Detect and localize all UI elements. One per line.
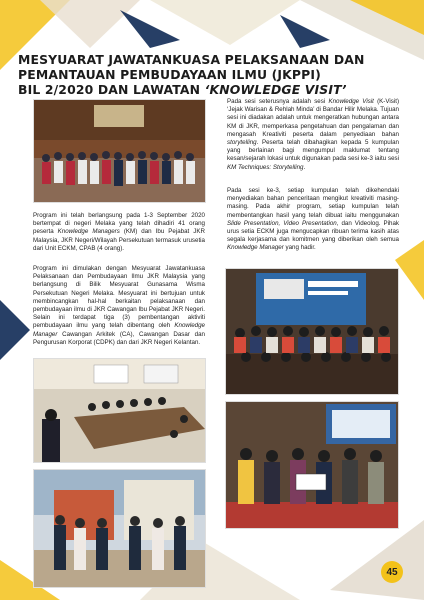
group-photo [33, 99, 206, 203]
text-line: Pada sesi seterusnya adalah sesi [227, 98, 329, 105]
text-line: Program ini dimulakan dengan Mesyuarat Jawatankuasa [33, 265, 205, 272]
title-line-1: MESYUARAT JAWATANKUASA PELAKSANAAN DAN [18, 52, 365, 67]
text-line: Malaysia, JKR Negeri/Wilayah Persekutuan termasuk [33, 236, 181, 244]
title-line-3-italic: ‘KNOWLEDGE VISIT’ [204, 82, 347, 97]
text-line: hubungan antara KM di JKR, memperkasa pengetahuan [227, 114, 399, 130]
text-line: Negeri. Selain ini terdapat tiga (3) pembentangan aktiviti [33, 306, 205, 322]
text-line: Pada sesi ke-3, setiap kumpulan telah dikehendaki [227, 187, 399, 194]
left-paragraph-1 [33, 212, 205, 253]
text-italic: Manager [33, 330, 58, 338]
text-line: urusetia dari Unit ECKM, CPAB (4 orang). [33, 236, 205, 252]
text-line: Cawangan Arkitek (CA), Cawangan Dasar dan [57, 330, 205, 338]
text-italic: Slide Presentation, Video Presentation [227, 219, 337, 227]
outdoor-visit-photo [33, 469, 206, 588]
text-italic: Knowledge Manager [227, 244, 284, 252]
text-line: masing-masing. Pada akhir program, setiap kumpulan [227, 195, 399, 211]
text-line: . [303, 163, 306, 171]
text-line: yang [283, 244, 299, 252]
text-line: (KM) dan Ibu Pejabat JKR [119, 228, 205, 236]
title-line-2: PEMANTAUAN PEMBUDAYAAN ILMU (JKPPI) [18, 67, 321, 82]
text-italic: Knowledge [174, 322, 205, 330]
text-line: Tujuan sesi ini diadakan adalah untuk mengeratkan [227, 106, 399, 122]
text-italic: storytelling [227, 139, 257, 147]
text-line: peserta [33, 228, 58, 236]
meeting-room-photo [33, 358, 206, 463]
title-line-3-prefix: BIL 2/2020 DAN LAWATAN [18, 82, 205, 97]
text-line: yang diberikan oleh semua [321, 236, 399, 244]
text-line: dan pengalaman dan mengasah Kreativiti peserta dalam [227, 122, 399, 138]
text-line: Program ini telah berlangsung pada 1-3 September 2020 [33, 212, 205, 219]
right-paragraph-2 [227, 187, 399, 253]
text-line: . Peserta telah dibahagikan [256, 139, 338, 147]
text-line: ribuan terima kasih atas segala kerjasama dan komitmen [227, 228, 399, 244]
title-line-3 [18, 82, 413, 97]
text-line: telah membentangkan hasil yang telah dibuat iaitu [227, 203, 399, 219]
page-number-badge: 45 [381, 561, 403, 583]
text-line: pada sesi ke-3 iaitu sesi [332, 155, 399, 163]
text-line: untuk membincangkan hal-hal berkaitan pelaksanaan dan [33, 289, 205, 305]
text-line: Pelaksanaan dan Pembudayaan Ilmu JKR Malaysia yang [33, 273, 205, 281]
text-line: (K-Visit) [373, 98, 400, 105]
text-line: menggunakan [359, 211, 399, 219]
text-line: Pengurusan Korporat (CDPK) dan dari JKR Negeri Kelantan. [33, 338, 201, 346]
left-paragraph-2 [33, 265, 205, 347]
text-line: pembudayaan ilmu yang telah dibentang oleh [33, 322, 175, 330]
right-paragraph-1 [227, 98, 399, 172]
text-line: kepada 5 kumpulan yang berlainan bagi mengumpul [227, 139, 399, 155]
text-line: hadir. [300, 244, 316, 252]
text-line: maklumat tentang kesan/sejarah lokasi untuk digunakan [227, 147, 399, 163]
text-line: pembudayaan ilmu di JKR Cawangan Ibu Pejabat JKR [33, 306, 184, 314]
article-title [18, 52, 413, 97]
text-line: ‘Jejak Warisan & Rehlah Minda’ di Bandar Hilir Melaka. [227, 106, 379, 114]
text-italic: Knowledge Visit [328, 98, 374, 105]
text-line: menyediakan bahan penceritaan mengikut kreativiti [227, 195, 374, 203]
text-line: penyediaan bahan [343, 130, 399, 138]
text-line: , dan Videolog. Pihak urus setia ECKM juga mengucapkan [227, 219, 399, 236]
text-italic: KM Techniques: Storytelling [227, 163, 304, 171]
text-line: bertempat di negeri Melaka yang telah dihadiri 41 orang [33, 220, 205, 228]
text-line: berlangsung di Bilik Mesyuarat Gunasama Wisma [33, 281, 205, 289]
presentation-group-photo [225, 268, 399, 395]
award-group-photo [225, 401, 399, 529]
text-italic: Knowledge Managers [57, 228, 120, 236]
text-line: Persekutuan Negeri Melaka. Mesyuarat ini bertujuan [33, 289, 187, 297]
